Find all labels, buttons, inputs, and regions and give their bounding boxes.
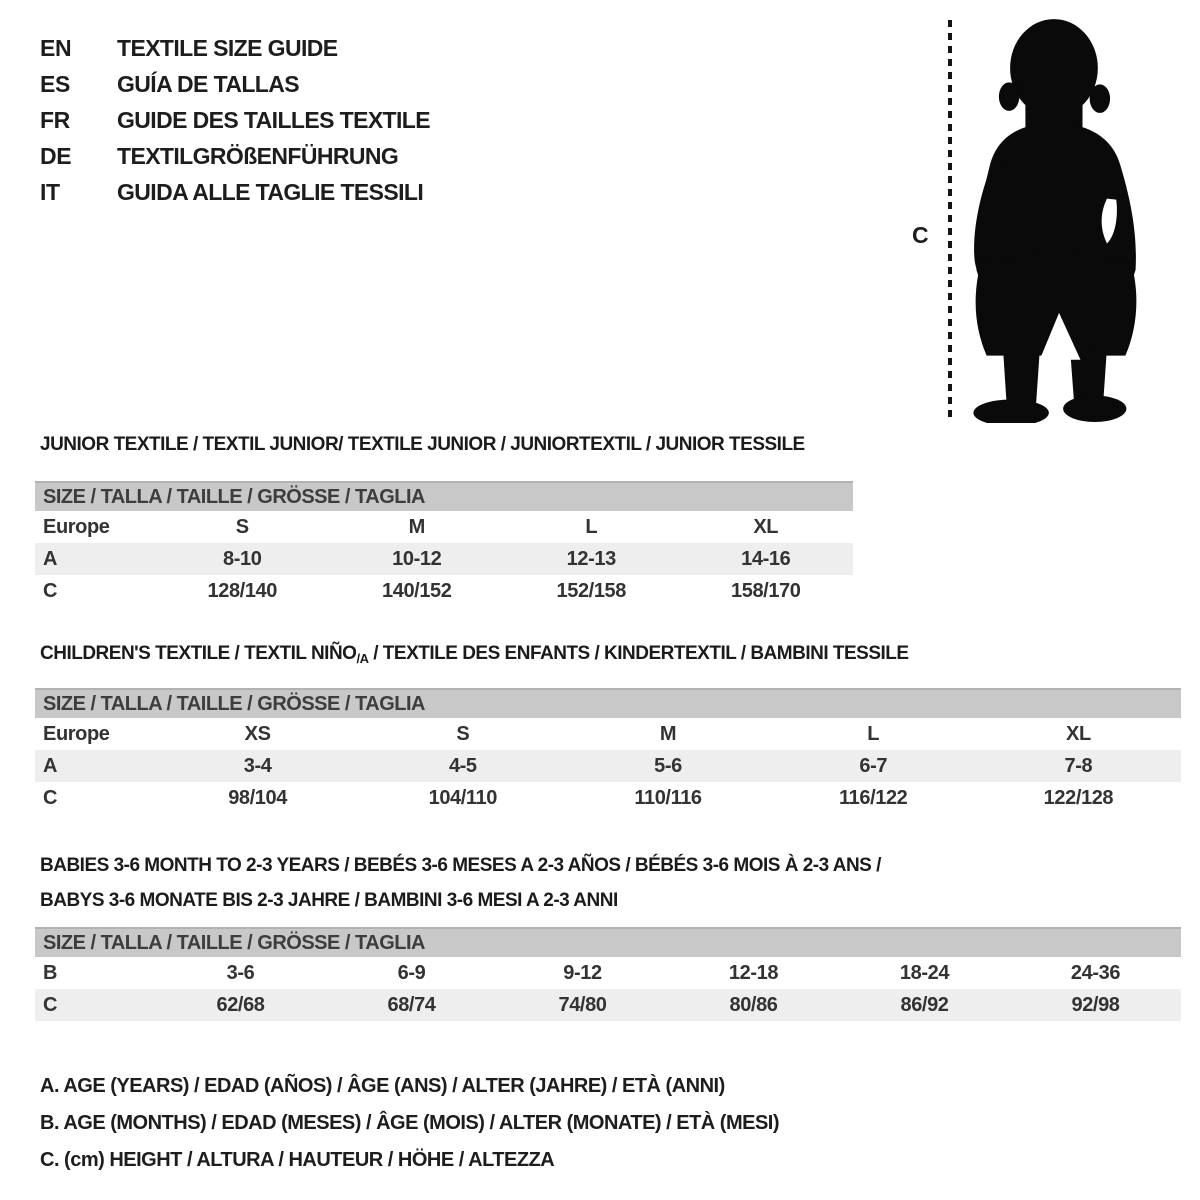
value-cell: 3-4 (243, 754, 272, 777)
children-size-table (35, 688, 1181, 814)
value-cell: 98/104 (228, 786, 287, 809)
junior-table-header: SIZE / TALLA / TAILLE / GRÖSSE / TAGLIA (35, 481, 853, 511)
babies-section-title (40, 848, 881, 918)
value-cell: 110/116 (634, 786, 702, 809)
value-cell: 24-36 (1070, 961, 1121, 984)
children-title-sub: /A (356, 651, 369, 666)
language-label: GUIDE DES TAILLES TEXTILE (117, 106, 430, 133)
value-cell: 18-24 (899, 961, 950, 984)
value-cell: 3-6 (226, 961, 255, 984)
row-label: A (43, 754, 58, 777)
children-row-age (35, 750, 1181, 782)
size-cell: XL (1066, 722, 1091, 745)
junior-row-height (35, 575, 853, 607)
junior-row-age (35, 543, 853, 575)
language-row-es (40, 66, 430, 102)
size-cell: L (585, 515, 598, 538)
value-cell: 128/140 (207, 579, 277, 602)
value-cell: 8-10 (223, 547, 262, 570)
language-row-en (40, 30, 430, 66)
children-row-height (35, 782, 1181, 814)
measure-legend (40, 1068, 779, 1179)
children-table-header: SIZE / TALLA / TAILLE / GRÖSSE / TAGLIA (35, 688, 1181, 718)
value-cell: 62/68 (216, 993, 265, 1016)
legend-line-b: B. AGE (MONTHS) / EDAD (MESES) / ÂGE (MOIS) / ALTER (MONATE) / ETÀ (MESI) (40, 1112, 780, 1134)
value-cell: 6-7 (859, 754, 888, 777)
babies-row-months (35, 957, 1181, 989)
value-cell: 116/122 (839, 786, 908, 809)
size-cell: XL (753, 515, 779, 538)
language-label: GUIDA ALLE TAGLIE TESSILI (117, 178, 424, 205)
value-cell: 158/170 (731, 579, 801, 602)
language-label: GUÍA DE TALLAS (117, 70, 299, 97)
size-cell: S (235, 515, 249, 538)
babies-title-line1: BABIES 3-6 MONTH TO 2-3 YEARS / BEBÉS 3-6 MESES A 2-3 AÑOS / BÉBÉS 3-6 MOIS À 2-3 ANS / (40, 855, 881, 876)
value-cell: 4-5 (448, 754, 477, 777)
language-title-list (40, 30, 430, 210)
value-cell: 12-18 (728, 961, 779, 984)
value-cell: 5-6 (654, 754, 682, 777)
language-row-it (40, 174, 430, 210)
size-cell: M (659, 722, 677, 745)
value-cell: 152/158 (556, 579, 626, 602)
language-code: FR (40, 106, 70, 133)
row-label: C (43, 579, 58, 602)
value-cell: 140/152 (382, 579, 452, 602)
junior-size-table (35, 481, 853, 607)
children-title-post: / TEXTILE DES ENFANTS / KINDERTEXTIL / BAMBINI TESSILE (368, 643, 909, 664)
junior-row-europe (35, 511, 853, 543)
row-label: Europe (43, 515, 110, 538)
babies-row-height (35, 989, 1181, 1021)
language-code: DE (40, 142, 72, 169)
value-cell: 74/80 (558, 993, 607, 1016)
value-cell: 122/128 (1043, 786, 1114, 809)
size-cell: S (456, 722, 470, 745)
size-cell: L (867, 722, 880, 745)
toddler-silhouette-icon (964, 15, 1148, 423)
babies-table-header: SIZE / TALLA / TAILLE / GRÖSSE / TAGLIA (35, 927, 1181, 957)
value-cell: 10-12 (392, 547, 442, 570)
legend-line-a: A. AGE (YEARS) / EDAD (AÑOS) / ÂGE (ANS) / ALTER (JAHRE) / ETÀ (ANNI) (40, 1075, 725, 1097)
row-label: C (43, 786, 58, 809)
value-cell: 12-13 (566, 547, 616, 570)
junior-section-title: JUNIOR TEXTILE / TEXTIL JUNIOR/ TEXTILE JUNIOR / JUNIORTEXTIL / JUNIOR TESSILE (40, 434, 805, 455)
row-label: C (43, 993, 58, 1016)
language-label: TEXTILGRÖßENFÜHRUNG (117, 142, 399, 169)
value-cell: 6-9 (397, 961, 426, 984)
size-figure (900, 10, 1170, 430)
size-cell: XS (244, 722, 271, 745)
height-measure-dashed-line (948, 20, 952, 420)
row-label: B (43, 961, 58, 984)
value-cell: 14-16 (741, 547, 791, 570)
value-cell: 7-8 (1064, 754, 1093, 777)
children-title-pre: CHILDREN'S TEXTILE / TEXTIL NIÑO (40, 643, 357, 664)
language-label: TEXTILE SIZE GUIDE (117, 34, 338, 61)
language-row-fr (40, 102, 430, 138)
language-code: EN (40, 34, 72, 61)
value-cell: 86/92 (900, 993, 949, 1016)
value-cell: 104/110 (428, 786, 497, 809)
value-cell: 68/74 (387, 993, 436, 1016)
legend-line-c: C. (cm) HEIGHT / ALTURA / HAUTEUR / HÖHE / ALTEZZA (40, 1149, 555, 1171)
children-section-title (40, 643, 909, 666)
language-code: IT (40, 178, 60, 205)
children-row-europe (35, 718, 1181, 750)
language-row-de (40, 138, 430, 174)
measure-label-c: C (912, 222, 929, 248)
value-cell: 92/98 (1071, 993, 1120, 1016)
babies-title-line2: BABYS 3-6 MONATE BIS 2-3 JAHRE / BAMBINI 3-6 MESI A 2-3 ANNI (40, 890, 618, 911)
row-label: Europe (43, 722, 110, 745)
value-cell: 80/86 (729, 993, 778, 1016)
babies-size-table (35, 927, 1181, 1021)
value-cell: 9-12 (563, 961, 602, 984)
row-label: A (43, 547, 58, 570)
language-code: ES (40, 70, 70, 97)
size-cell: M (408, 515, 425, 538)
